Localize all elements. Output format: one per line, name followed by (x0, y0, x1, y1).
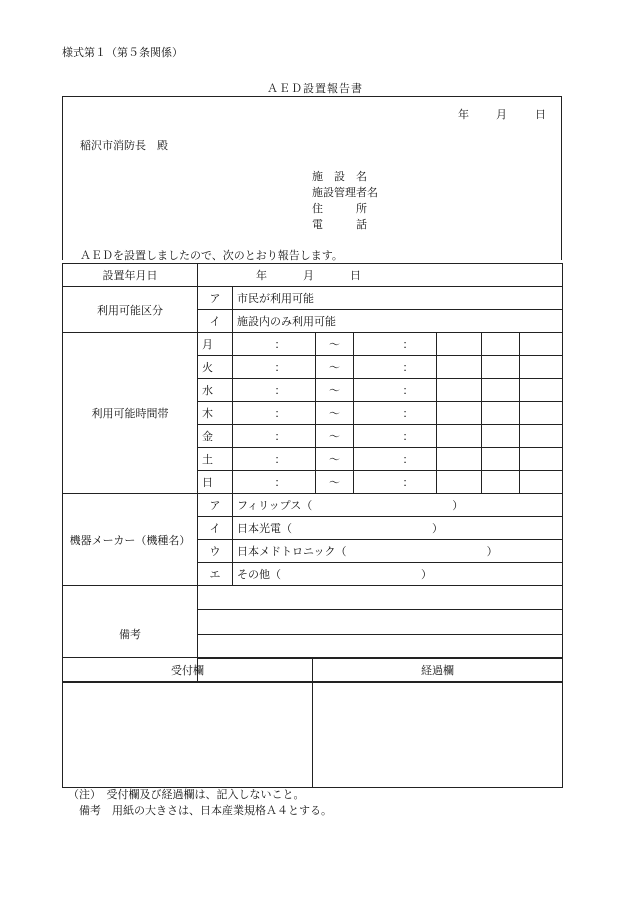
hours-start-mm[interactable] (271, 379, 316, 402)
applicant-address: 住 所 (312, 202, 367, 215)
hours-extra[interactable] (437, 425, 482, 448)
maker-code-a: ア (198, 494, 233, 517)
intro-text: ＡＥＤを設置しましたので、次のとおり報告します。 (80, 249, 343, 262)
hours-day: 木 (198, 402, 233, 425)
hours-colon: ： (402, 338, 414, 351)
hours-tilde: ～ (316, 379, 354, 402)
hours-start-hh[interactable] (233, 379, 271, 402)
hours-start-mm[interactable] (271, 425, 316, 448)
hours-end-mm[interactable] (399, 471, 437, 494)
hours-end-hh[interactable] (354, 379, 399, 402)
usage-code-a: ア (198, 287, 233, 310)
hours-end-hh[interactable] (354, 448, 399, 471)
date-month: 月 (496, 108, 507, 121)
hours-tilde: ～ (316, 333, 354, 356)
hours-colon: ： (274, 384, 286, 397)
hours-start-mm[interactable] (271, 471, 316, 494)
hours-start-hh[interactable] (233, 402, 271, 425)
hours-end-mm[interactable] (399, 356, 437, 379)
hours-start-hh[interactable] (233, 448, 271, 471)
usage-label: 利用可能区分 (63, 287, 198, 333)
hours-start-hh[interactable] (233, 471, 271, 494)
hours-colon: ： (402, 476, 414, 489)
hours-end-hh[interactable] (354, 356, 399, 379)
hours-extra[interactable] (520, 333, 563, 356)
hours-extra[interactable] (520, 402, 563, 425)
applicant-phone: 電 話 (312, 218, 367, 231)
hours-colon: ： (402, 453, 414, 466)
hours-extra[interactable] (437, 402, 482, 425)
maker-medtronic-close: ） (486, 545, 498, 558)
hours-extra[interactable] (437, 333, 482, 356)
hours-colon: ： (274, 453, 286, 466)
maker-code-e: エ (198, 563, 233, 586)
addressee: 稲沢市消防長 殿 (80, 139, 168, 152)
hours-extra[interactable] (482, 356, 520, 379)
install-month-unit: 月 (303, 269, 314, 282)
maker-option-nihon-kohden[interactable] (233, 517, 563, 540)
form-reference: 様式第１（第５条関係） (62, 46, 183, 59)
hours-colon: ： (402, 430, 414, 443)
maker-code-i: イ (198, 517, 233, 540)
hours-end-mm[interactable] (399, 333, 437, 356)
install-day-unit: 日 (350, 269, 361, 282)
hours-end-mm[interactable] (399, 402, 437, 425)
hours-start-mm[interactable] (271, 333, 316, 356)
hours-colon: ： (402, 384, 414, 397)
hours-start-hh[interactable] (233, 333, 271, 356)
hours-tilde: ～ (316, 402, 354, 425)
hours-extra[interactable] (520, 379, 563, 402)
applicant-facility-name: 施 設 名 (312, 170, 367, 183)
hours-day: 金 (198, 425, 233, 448)
maker-philips-text: フィリップス（ (237, 499, 313, 512)
maker-nihon-kohden-text: 日本光電（ (237, 522, 292, 535)
hours-extra[interactable] (437, 379, 482, 402)
report-table (62, 263, 563, 683)
note-line: （注） 受付欄及び経過欄は、記入しないこと。 (68, 788, 305, 801)
hours-start-hh[interactable] (233, 356, 271, 379)
hours-tilde: ～ (316, 471, 354, 494)
hours-colon: ： (274, 430, 286, 443)
maker-philips-close: ） (452, 499, 464, 512)
hours-colon: ： (274, 407, 286, 420)
remarks-line[interactable] (198, 586, 563, 610)
hours-start-mm[interactable] (271, 402, 316, 425)
hours-end-mm[interactable] (399, 448, 437, 471)
hours-tilde: ～ (316, 425, 354, 448)
receipt-label: 受付欄 (63, 658, 313, 682)
hours-end-hh[interactable] (354, 402, 399, 425)
hours-end-hh[interactable] (354, 471, 399, 494)
hours-extra[interactable] (520, 471, 563, 494)
hours-extra[interactable] (482, 471, 520, 494)
document-title: ＡＥＤ設置報告書 (267, 82, 363, 95)
applicant-manager-name: 施設管理者名 (312, 186, 378, 199)
hours-day: 月 (198, 333, 233, 356)
install-date-field[interactable] (198, 264, 563, 287)
hours-start-hh[interactable] (233, 425, 271, 448)
install-year-unit: 年 (256, 269, 267, 282)
maker-option-medtronic[interactable] (233, 540, 563, 563)
remarks-line[interactable] (198, 610, 563, 634)
remarks-label: 備考 (63, 586, 198, 683)
hours-day: 日 (198, 471, 233, 494)
hours-extra[interactable] (482, 448, 520, 471)
hours-end-mm[interactable] (399, 379, 437, 402)
maker-code-u: ウ (198, 540, 233, 563)
usage-option-facility-only[interactable]: 施設内のみ利用可能 (233, 310, 563, 333)
maker-other-text: その他（ (237, 568, 281, 581)
hours-extra[interactable] (482, 379, 520, 402)
hours-start-mm[interactable] (271, 356, 316, 379)
hours-extra[interactable] (520, 448, 563, 471)
hours-start-mm[interactable] (271, 448, 316, 471)
hours-end-hh[interactable] (354, 333, 399, 356)
hours-extra[interactable] (437, 471, 482, 494)
office-use-table (62, 657, 563, 788)
hours-extra[interactable] (520, 356, 563, 379)
hours-end-hh[interactable] (354, 425, 399, 448)
hours-colon: ： (402, 407, 414, 420)
hours-extra[interactable] (437, 356, 482, 379)
install-date-label: 設置年月日 (63, 264, 198, 287)
hours-label: 利用可能時間帯 (63, 333, 198, 494)
hours-extra[interactable] (520, 425, 563, 448)
usage-code-i: イ (198, 310, 233, 333)
hours-colon: ： (274, 361, 286, 374)
hours-colon: ： (274, 338, 286, 351)
maker-label: 機器メーカー（機種名） (63, 494, 198, 586)
date-year: 年 (458, 108, 469, 121)
progress-box[interactable] (313, 682, 563, 788)
date-day: 日 (535, 108, 546, 121)
hours-tilde: ～ (316, 356, 354, 379)
hours-colon: ： (274, 476, 286, 489)
usage-option-public[interactable]: 市民が利用可能 (233, 287, 563, 310)
hours-day: 土 (198, 448, 233, 471)
maker-option-philips[interactable] (233, 494, 563, 517)
maker-medtronic-text: 日本メドトロニック（ (237, 545, 347, 558)
hours-tilde: ～ (316, 448, 354, 471)
hours-extra[interactable] (482, 333, 520, 356)
maker-other-close: ） (421, 568, 432, 581)
hours-extra[interactable] (482, 425, 520, 448)
remark-line: 備考 用紙の大きさは、日本産業規格Ａ４とする。 (68, 804, 332, 817)
hours-end-mm[interactable] (399, 425, 437, 448)
maker-option-other[interactable] (233, 563, 563, 586)
remarks-line[interactable] (198, 634, 563, 658)
hours-day: 火 (198, 356, 233, 379)
hours-day: 水 (198, 379, 233, 402)
maker-nihon-kohden-close: ） (432, 522, 443, 535)
progress-label: 経過欄 (313, 658, 563, 682)
hours-extra[interactable] (437, 448, 482, 471)
receipt-box[interactable] (63, 682, 313, 788)
hours-extra[interactable] (482, 402, 520, 425)
hours-colon: ： (402, 361, 414, 374)
